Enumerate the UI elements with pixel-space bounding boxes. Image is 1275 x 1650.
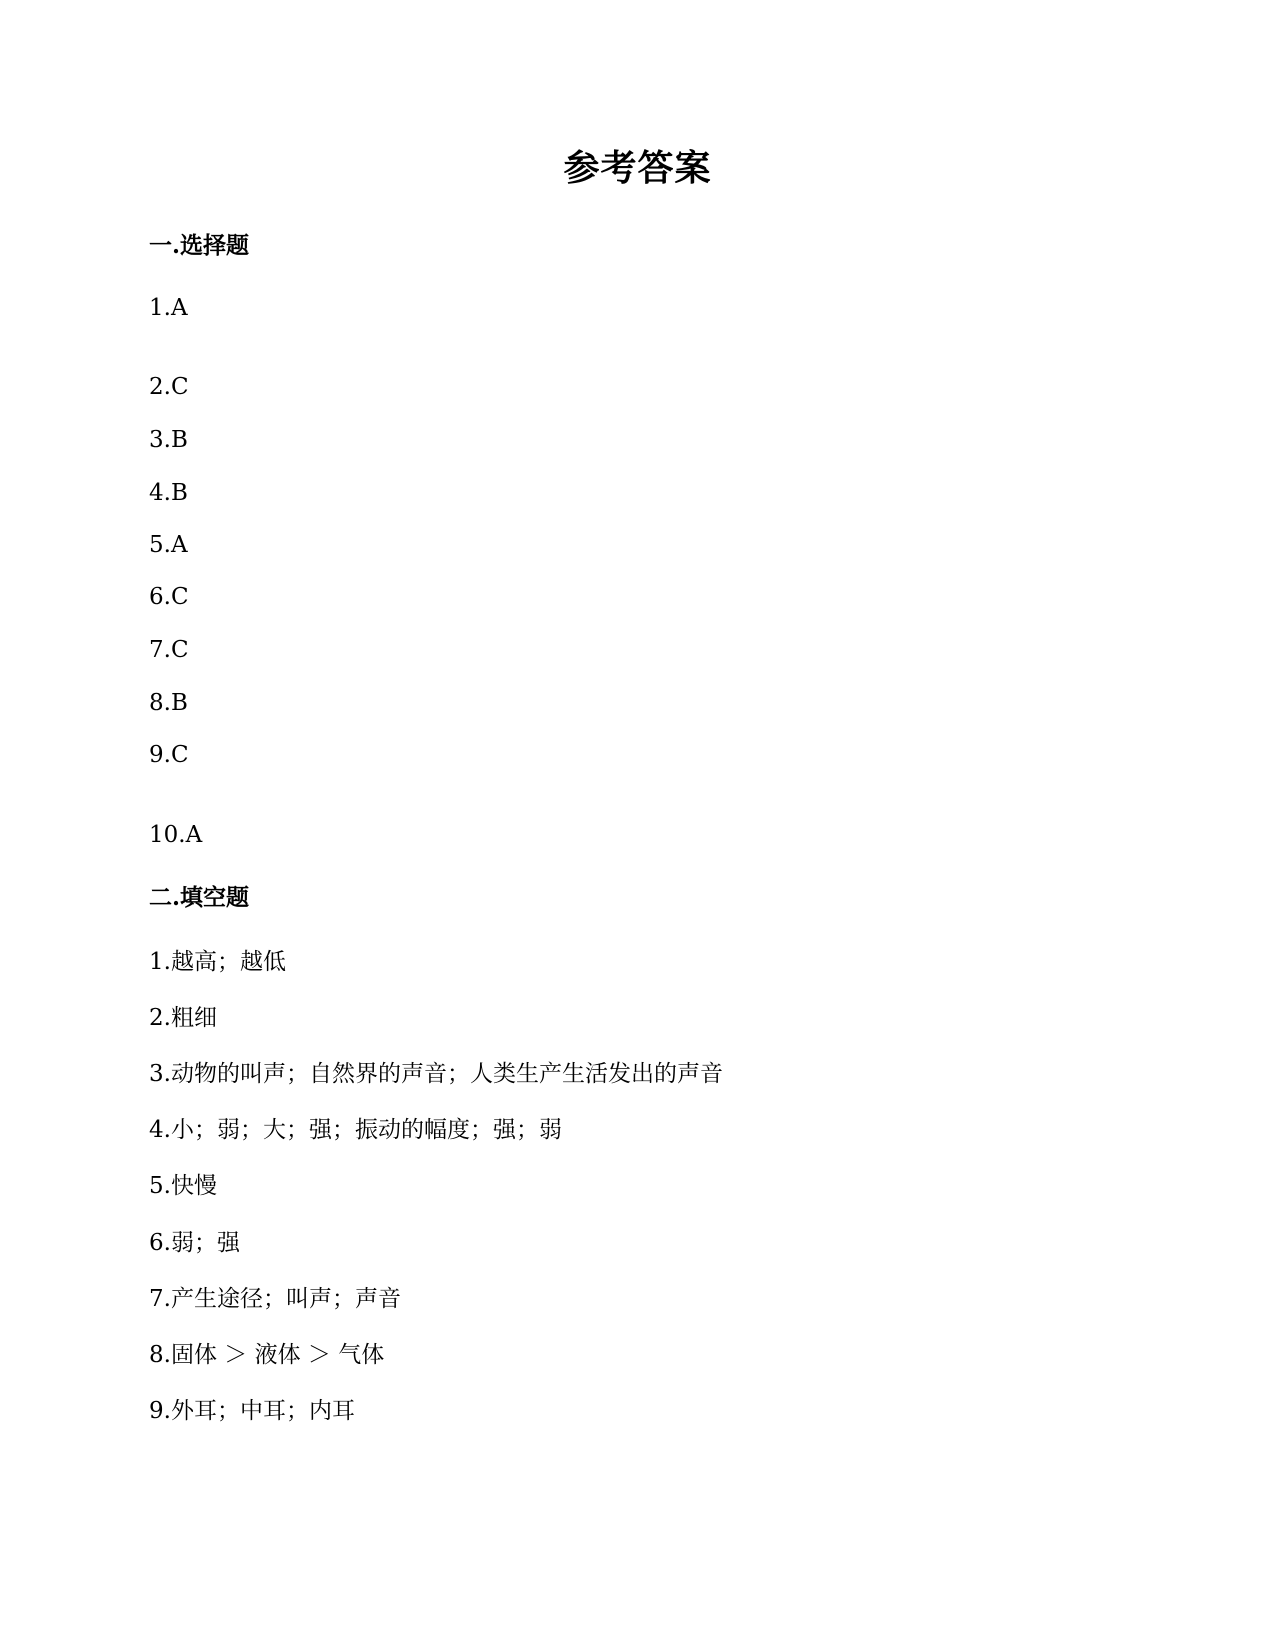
page-title: 参考答案 [563, 147, 712, 189]
blank-answer-3: 3.动物的叫声；自然界的声音；人类生产生活发出的声音 [149, 1061, 723, 1087]
choice-answer-9: 9.C [149, 742, 189, 768]
section-heading-multiple-choice: 一.选择题 [149, 232, 250, 259]
section-heading-fill-in-blank: 二.填空题 [149, 884, 250, 911]
choice-answer-6: 6.C [149, 584, 189, 610]
blank-answer-9: 9.外耳；中耳；内耳 [149, 1398, 355, 1424]
blank-answer-5: 5.快慢 [149, 1173, 217, 1199]
blank-answer-6: 6.弱；强 [149, 1230, 240, 1256]
blank-answer-7: 7.产生途径；叫声；声音 [149, 1286, 401, 1312]
blank-answer-4: 4.小；弱；大；强；振动的幅度；强；弱 [149, 1117, 562, 1143]
choice-answer-8: 8.B [149, 690, 188, 716]
choice-answer-10: 10.A [149, 822, 203, 848]
choice-answer-3: 3.B [149, 427, 188, 453]
blank-answer-1: 1.越高；越低 [149, 949, 286, 975]
choice-answer-1: 1.A [149, 295, 188, 321]
blank-answer-2: 2.粗细 [149, 1005, 217, 1031]
choice-answer-5: 5.A [149, 532, 188, 558]
choice-answer-7: 7.C [149, 637, 189, 663]
choice-answer-4: 4.B [149, 480, 188, 506]
blank-answer-8: 8.固体 ＞ 液体 ＞ 气体 [149, 1342, 385, 1368]
choice-answer-2: 2.C [149, 374, 189, 400]
